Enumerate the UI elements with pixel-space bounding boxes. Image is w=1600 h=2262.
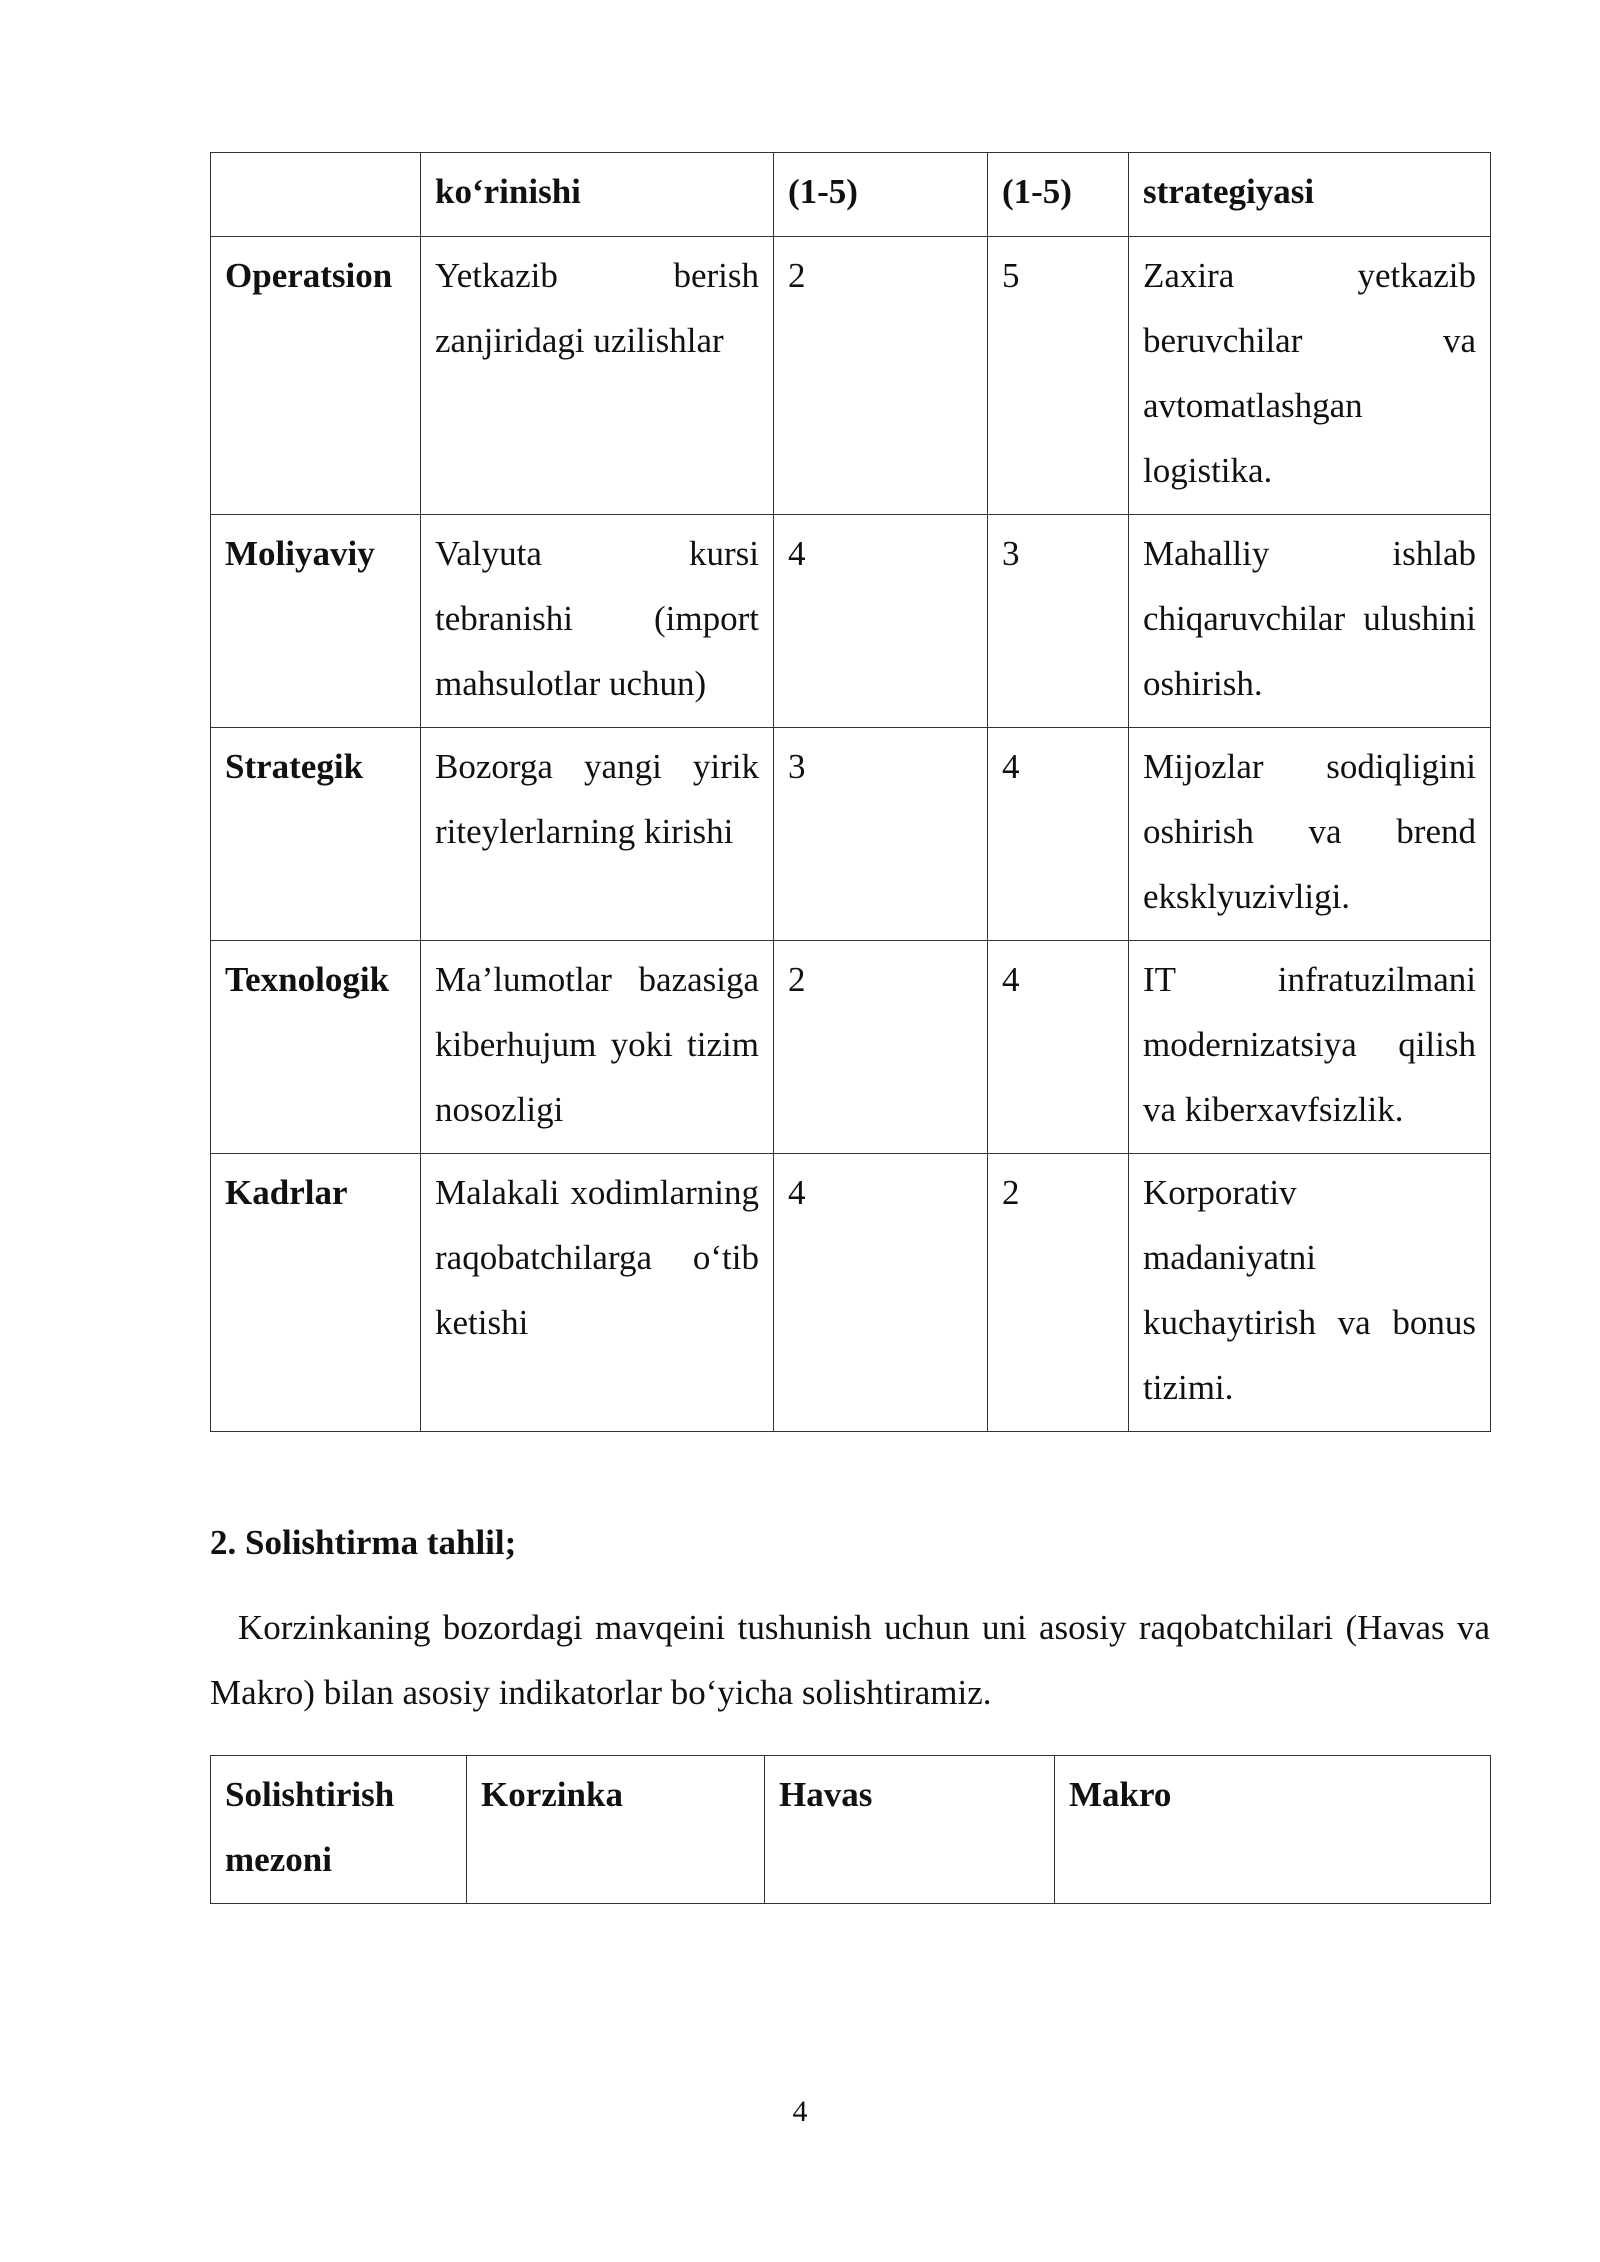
header-cell [211, 153, 421, 237]
risk-category: Operatsion [211, 237, 421, 515]
risk-description: Ma’lumotlar bazasiga kiberhujum yoki tizim nosozligi [421, 941, 774, 1154]
risk-category: Strategik [211, 728, 421, 941]
header-cell: Solishtirish mezoni [211, 1756, 467, 1904]
table-row [211, 728, 1491, 941]
page-number: 4 [792, 2095, 808, 2128]
mitigation-strategy: Korporativ madaniyatni kuchaytirish va bonus tizimi. [1129, 1154, 1491, 1432]
table-header-row [211, 153, 1491, 237]
header-cell: Makro [1055, 1756, 1491, 1904]
table-row [211, 515, 1491, 728]
table-row [211, 1154, 1491, 1432]
risk-category: Kadrlar [211, 1154, 421, 1432]
mitigation-strategy: Zaxira yetkazib beruvchilar va avtomatlashgan logistika. [1129, 237, 1491, 515]
probability-value: 4 [774, 1154, 988, 1432]
risk-description: Yetkazib berish zanjiridagi uzilishlar [421, 237, 774, 515]
header-cell: (1-5) [988, 153, 1129, 237]
paragraph-text: Korzinkaning bozordagi mavqeini tushunish uchun uni asosiy raqobatchilari (Havas va Makro) bilan asosiy indikatorlar bo‘yicha solishtiramiz. [210, 1608, 1490, 1712]
impact-value: 4 [988, 941, 1129, 1154]
table-row [211, 941, 1491, 1154]
probability-value: 2 [774, 237, 988, 515]
impact-value: 3 [988, 515, 1129, 728]
probability-value: 4 [774, 515, 988, 728]
mitigation-strategy: Mahalliy ishlab chiqaruvchilar ulushini oshirish. [1129, 515, 1491, 728]
header-cell: (1-5) [774, 153, 988, 237]
probability-value: 2 [774, 941, 988, 1154]
header-cell: Havas [765, 1756, 1055, 1904]
impact-value: 2 [988, 1154, 1129, 1432]
comparison-table [210, 1755, 1491, 1904]
section-paragraph [210, 1595, 1490, 1725]
risk-category: Texnologik [211, 941, 421, 1154]
table-row [211, 237, 1491, 515]
header-cell: Korzinka [467, 1756, 765, 1904]
risk-description: Bozorga yangi yirik riteylerlarning kirishi [421, 728, 774, 941]
probability-value: 3 [774, 728, 988, 941]
mitigation-strategy: IT infratuzilmani modernizatsiya qilish va kiberxavfsizlik. [1129, 941, 1491, 1154]
impact-value: 4 [988, 728, 1129, 941]
risk-table [210, 152, 1491, 1432]
risk-category: Moliyaviy [211, 515, 421, 728]
header-cell: ko‘rinishi [421, 153, 774, 237]
risk-description: Valyuta kursi tebranishi (import mahsulotlar uchun) [421, 515, 774, 728]
header-cell: strategiyasi [1129, 153, 1491, 237]
section-heading: 2. Solishtirma tahlil; [210, 1523, 517, 1562]
table-header-row [211, 1756, 1491, 1904]
risk-description: Malakali xodimlarning raqobatchilarga o‘tib ketishi [421, 1154, 774, 1432]
mitigation-strategy: Mijozlar sodiqligini oshirish va brend eksklyuzivligi. [1129, 728, 1491, 941]
impact-value: 5 [988, 237, 1129, 515]
